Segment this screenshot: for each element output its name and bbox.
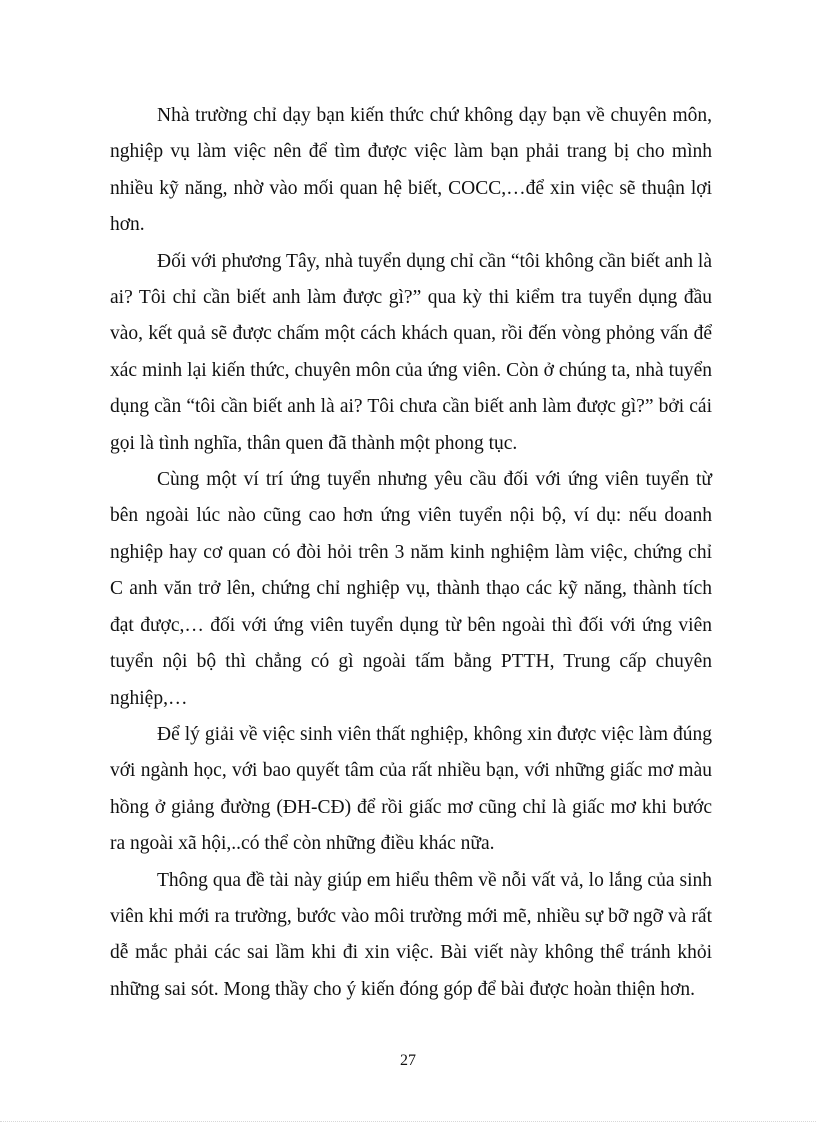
page-bottom-edge xyxy=(0,1121,816,1122)
paragraph-3: Cùng một ví trí ứng tuyển nhưng yêu cầu đối với ứng viên tuyển từ bên ngoài lúc nào cũng cao hơn ứng viên tuyển nội bộ, ví dụ: nếu doanh nghiệp hay cơ quan có đòi hỏi trên 3 năm kinh nghiệm làm việc, chứng chỉ C anh văn trở lên, chứng chỉ nghiệp vụ, thành thạo các kỹ năng, thành tích đạt được,… đối với ứng viên tuyển dụng từ bên ngoài thì đối với ứng viên tuyển nội bộ thì chẳng có gì ngoài tấm bằng PTTH, Trung cấp chuyên nghiệp,… xyxy=(110,469,712,709)
paragraph-1: Nhà trường chỉ dạy bạn kiến thức chứ không dạy bạn về chuyên môn, nghiệp vụ làm việc nên để tìm được việc làm bạn phải trang bị cho mình nhiều kỹ năng, nhờ vào mối quan hệ biết, COCC,…để xin việc sẽ thuận lợi hơn. xyxy=(110,105,712,236)
page-number: 27 xyxy=(400,1052,416,1069)
paragraph-5: Thông qua đề tài này giúp em hiểu thêm về nỗi vất vả, lo lắng của sinh viên khi mới ra trường, bước vào môi trường mới mẽ, nhiều sự bỡ ngỡ và rất dễ mắc phải các sai lầm khi đi xin việc. Bài viết này không thể tránh khỏi những sai sót. Mong thầy cho ý kiến đóng góp để bài được hoàn thiện hơn. xyxy=(110,869,712,1000)
body-text xyxy=(110,98,712,1008)
paragraph-4: Để lý giải về việc sinh viên thất nghiệp, không xin được việc làm đúng với ngành học, với bao quyết tâm của rất nhiều bạn, với những giấc mơ màu hồng ở giảng đường (ĐH-CĐ) để rồi giấc mơ cũng chỉ là giấc mơ khi bước ra ngoài xã hội,..có thể còn những điều khác nữa. xyxy=(110,723,712,855)
paragraph-2: Đối với phương Tây, nhà tuyển dụng chỉ cần “tôi không cần biết anh là ai? Tôi chỉ cần biết anh làm được gì?” qua kỳ thi kiểm tra tuyển dụng đầu vào, kết quả sẽ được chấm một cách khách quan, rồi đến vòng phỏng vấn để xác minh lại kiến thức, chuyên môn của ứng viên. Còn ở chúng ta, nhà tuyển dụng cần “tôi cần biết anh là ai? Tôi chưa cần biết anh làm được gì?” bởi cái gọi là tình nghĩa, thân quen đã thành một phong tục. xyxy=(110,250,712,454)
